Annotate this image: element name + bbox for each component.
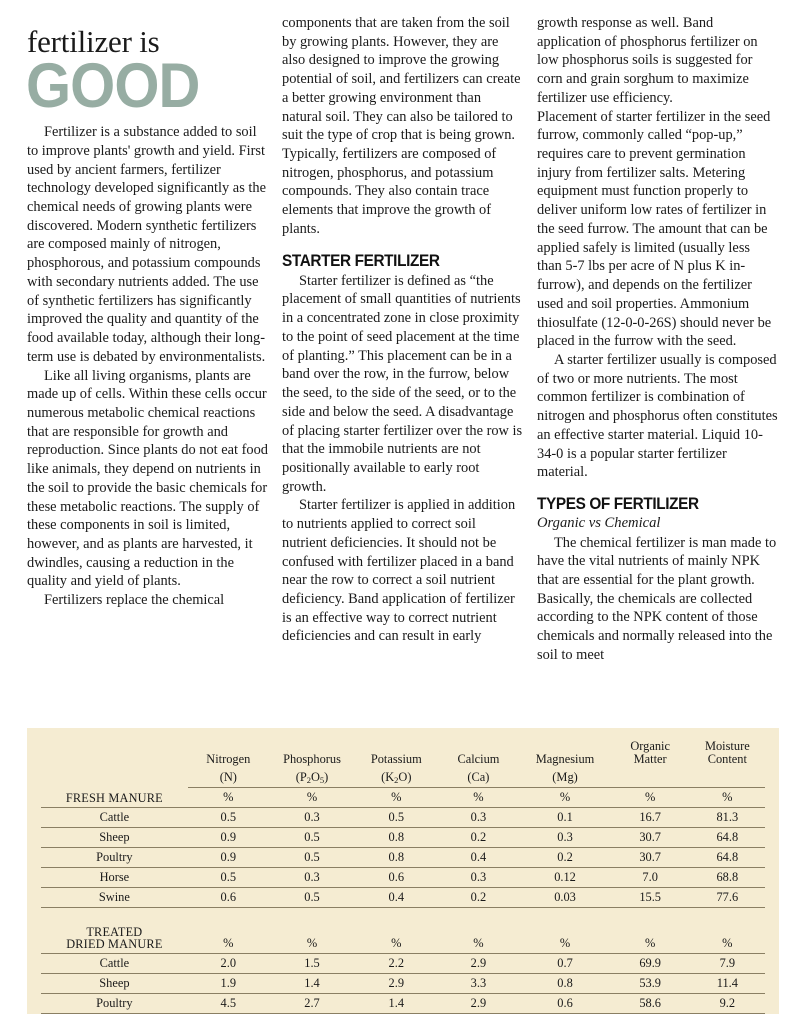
group-label-line1: TREATED <box>86 924 143 939</box>
group-label-fresh-manure: FRESH MANURE <box>41 788 188 808</box>
section-heading-types-of-fertilizer: TYPES OF FERTILIZER <box>537 494 699 513</box>
table-symbol-moisture <box>690 768 765 788</box>
table-header-magnesium: Magnesium <box>535 752 595 767</box>
table-row <box>41 994 765 1014</box>
unit-cell: % <box>269 788 355 808</box>
cell: 64.8 <box>690 848 765 868</box>
cell: 1.9 <box>188 974 269 994</box>
cell: 0.3 <box>269 808 355 828</box>
table-header-organic-matter <box>611 738 690 768</box>
cell: 0.1 <box>519 808 610 828</box>
row-label: Sheep <box>41 974 188 994</box>
cell: 1.5 <box>269 954 355 974</box>
table-group-header-treated-dried-manure <box>41 924 765 954</box>
cell: 2.9 <box>355 974 437 994</box>
cell: 0.5 <box>188 868 269 888</box>
moisture-line1: Moisture <box>704 739 750 753</box>
cell: 7.0 <box>611 868 690 888</box>
unit-cell: % <box>437 924 519 954</box>
cell: 0.5 <box>269 888 355 908</box>
cell: 69.9 <box>611 954 690 974</box>
unit-cell: % <box>611 924 690 954</box>
cell: 0.8 <box>519 974 610 994</box>
cell: 0.9 <box>188 848 269 868</box>
paragraph: Fertilizer is a substance added to soil to improve plants' growth and yield. First used by ancient farmers, fertilizer technology developed significantly as the chemical needs of growing plants were discovered. Modern synthetic fertilizers are composed mainly of nitrogen, phosphorous, and potassium compounds with secondary nutrients added. The use of synthetic fertilizers has significantly improved the quality and quantity of the food available today, although their long-term use is debated by environmentalists. <box>27 124 266 365</box>
table-header-nitrogen: Nitrogen <box>206 752 251 767</box>
cell: 81.3 <box>690 808 765 828</box>
cell: 2.2 <box>355 954 437 974</box>
cell: 0.9 <box>188 828 269 848</box>
article-columns <box>27 14 779 714</box>
cell: 0.6 <box>188 888 269 908</box>
row-label: Cattle <box>41 954 188 974</box>
table-group-header-fresh-manure <box>41 788 765 808</box>
paragraph: Starter fertilizer is applied in addition to nutrients applied to correct soil nutrient deficiencies. It should not be confused with fertilizer placed in a band near the row to correct a soil nutrient deficiency. Band application of fertilizer is an effective way to correct nutrient deficiencies and can result in early <box>282 497 516 645</box>
article-column-3 <box>537 14 778 714</box>
paragraph: Like all living organisms, plants are made up of cells. Within these cells occur numerous metabolic chemical reactions that are responsible for growth and reproduction. Since plants do not eat food like animals, they depend on nutrients in the soil to provide the basic chemicals for these metabolic reactions. The supply of these components in soil is limited, however, and as plants are harvested, it dwindles, causing a reduction in the quality and yield of plants. <box>27 367 268 590</box>
table-symbol-phosphorus: $(P_2O_5)$ <box>269 768 355 788</box>
cell: 16.7 <box>611 808 690 828</box>
cell: 30.7 <box>611 828 690 848</box>
cell: 0.3 <box>269 868 355 888</box>
unit-cell: % <box>611 788 690 808</box>
cell: 0.2 <box>519 848 610 868</box>
unit-cell: % <box>269 924 355 954</box>
paragraph: The chemical fertilizer is man made to have the vital nutrients of mainly NPK that are essential for the plant growth. Basically, the chemicals are collected according to the NPK content of those chemicals and normally released into the soil to meet <box>537 534 777 663</box>
table-row <box>41 828 765 848</box>
cell: 0.2 <box>437 828 519 848</box>
cell: 15.5 <box>611 888 690 908</box>
table-row <box>41 868 765 888</box>
cell: 0.3 <box>437 868 519 888</box>
paragraph: Placement of starter fertilizer in the seed furrow, commonly called “pop-up,” requires care to prevent germination injury from fertilizer salts. Metering equipment must function properly to deliver uniform low rates of fertilizer in the seed furrow. The amount that can be applied safely is limited (usually less than 5-7 lbs per acre of N plus K in-furrow), and depends on the fertilizer used and soil properties. Ammonium thiosulfate (12-0-0-26S) should never be placed in the furrow with the seed. <box>537 108 772 350</box>
moisture-line2: Content <box>707 752 747 767</box>
cell: 7.9 <box>690 954 765 974</box>
table-symbol-blank <box>41 768 188 788</box>
table-header-names <box>41 738 765 768</box>
table-row <box>41 954 765 974</box>
table-header-potassium: Potassium <box>370 752 422 767</box>
table-symbol-potassium: $(K_2O)$ <box>355 768 437 788</box>
group-label-treated-dried-manure <box>41 924 188 954</box>
table-row <box>41 888 765 908</box>
unit-cell: % <box>437 788 519 808</box>
paragraph: Starter fertilizer is defined as “the placement of small quantities of nutrients in a concentrated zone in close proximity to the point of seed placement at the time of planting.” This placement can be in a band over the row, in the furrow, below the seed, to the side of the seed, or to the side and below the seed. A disadvantage of placing starter fertilizer over the row is that the immobile nutrients are not positionally available to early root growth. <box>282 272 523 495</box>
cell: 68.8 <box>690 868 765 888</box>
cell: 2.9 <box>437 954 519 974</box>
paragraph-continued: growth response as well. Band application of phosphorus fertilizer on low phosphorus soils is suggested for corn and grain sorghum to maximize fertilizer use efficiency. <box>537 15 758 106</box>
cell: 2.7 <box>269 994 355 1014</box>
cell: 0.5 <box>355 808 437 828</box>
cell: 9.2 <box>690 994 765 1014</box>
group-label-line2: DRIED MANURE <box>66 937 163 952</box>
paragraph: Fertilizers replace the chemical <box>44 592 225 609</box>
table-symbol-organic-matter <box>611 768 690 788</box>
table-header-phosphorus: Phosphorus <box>283 752 341 767</box>
table-group-spacer <box>41 908 765 924</box>
row-label: Horse <box>41 868 188 888</box>
masthead <box>26 24 268 121</box>
cell: 0.03 <box>519 888 610 908</box>
article-column-2 <box>282 14 523 714</box>
unit-cell: % <box>355 788 437 808</box>
unit-cell: % <box>690 788 765 808</box>
page-title-line1: fertilizer is <box>27 24 160 59</box>
table-row <box>41 848 765 868</box>
row-label: Poultry <box>41 994 188 1014</box>
spacer-cell <box>41 908 765 924</box>
cell: 0.12 <box>519 868 610 888</box>
table-symbol-magnesium: (Mg) <box>519 768 610 788</box>
manure-nutrient-table <box>41 738 765 1014</box>
table-row <box>41 974 765 994</box>
table-header-calcium: Calcium <box>457 752 500 767</box>
unit-cell: % <box>188 924 269 954</box>
table-symbol-calcium: (Ca) <box>437 768 519 788</box>
cell: 0.5 <box>269 848 355 868</box>
row-label: Cattle <box>41 808 188 828</box>
cell: 0.4 <box>437 848 519 868</box>
cell: 53.9 <box>611 974 690 994</box>
organic-matter-line2: Matter <box>633 752 667 767</box>
manure-nutrient-table-panel <box>27 728 779 1014</box>
cell: 77.6 <box>690 888 765 908</box>
cell: 64.8 <box>690 828 765 848</box>
table-header-symbols <box>41 768 765 788</box>
subsection-heading-organic-vs-chemical: Organic vs Chemical <box>537 515 661 532</box>
cell: 0.5 <box>269 828 355 848</box>
cell: 0.6 <box>355 868 437 888</box>
article-column-1 <box>27 14 268 714</box>
cell: 1.4 <box>355 994 437 1014</box>
paragraph: A starter fertilizer usually is composed of two or more nutrients. The most common fertilizer is combination of nitrogen and phosphorus often constitutes an effective starter material. Liquid 10-34-0 is a popular starter fertilizer material. <box>537 351 778 481</box>
paragraph-continued: components that are taken from the soil by growing plants. However, they are also designed to improve the growing potential of soil, and fertilizers can create a better growing environment than natural soil. They can also be tailored to suit the type of crop that is being grown. Typically, fertilizers are composed of nitrogen, phosphorus, and potassium compounds. They also contain trace elements that improve the growth of plants. <box>282 15 521 237</box>
cell: 4.5 <box>188 994 269 1014</box>
cell: 58.6 <box>611 994 690 1014</box>
section-heading-starter-fertilizer: STARTER FERTILIZER <box>282 251 440 270</box>
cell: 1.4 <box>269 974 355 994</box>
table-row <box>41 808 765 828</box>
cell: 0.7 <box>519 954 610 974</box>
unit-cell: % <box>355 924 437 954</box>
cell: 0.8 <box>355 848 437 868</box>
cell: 3.3 <box>437 974 519 994</box>
row-label: Poultry <box>41 848 188 868</box>
row-label: Sheep <box>41 828 188 848</box>
row-label: Swine <box>41 888 188 908</box>
table-symbol-nitrogen: (N) <box>188 768 269 788</box>
cell: 0.4 <box>355 888 437 908</box>
cell: 0.3 <box>519 828 610 848</box>
cell: 11.4 <box>690 974 765 994</box>
table-header-moisture-content <box>690 738 765 768</box>
unit-cell: % <box>188 788 269 808</box>
cell: 0.2 <box>437 888 519 908</box>
cell: 0.3 <box>437 808 519 828</box>
page-title-line2: GOOD <box>26 51 200 121</box>
table-header-blank <box>41 738 188 768</box>
cell: 2.0 <box>188 954 269 974</box>
cell: 0.8 <box>355 828 437 848</box>
organic-matter-line1: Organic <box>630 739 670 753</box>
cell: 0.6 <box>519 994 610 1014</box>
unit-cell: % <box>519 788 610 808</box>
cell: 2.9 <box>437 994 519 1014</box>
unit-cell: % <box>690 924 765 954</box>
unit-cell: % <box>519 924 610 954</box>
cell: 0.5 <box>188 808 269 828</box>
cell: 30.7 <box>611 848 690 868</box>
